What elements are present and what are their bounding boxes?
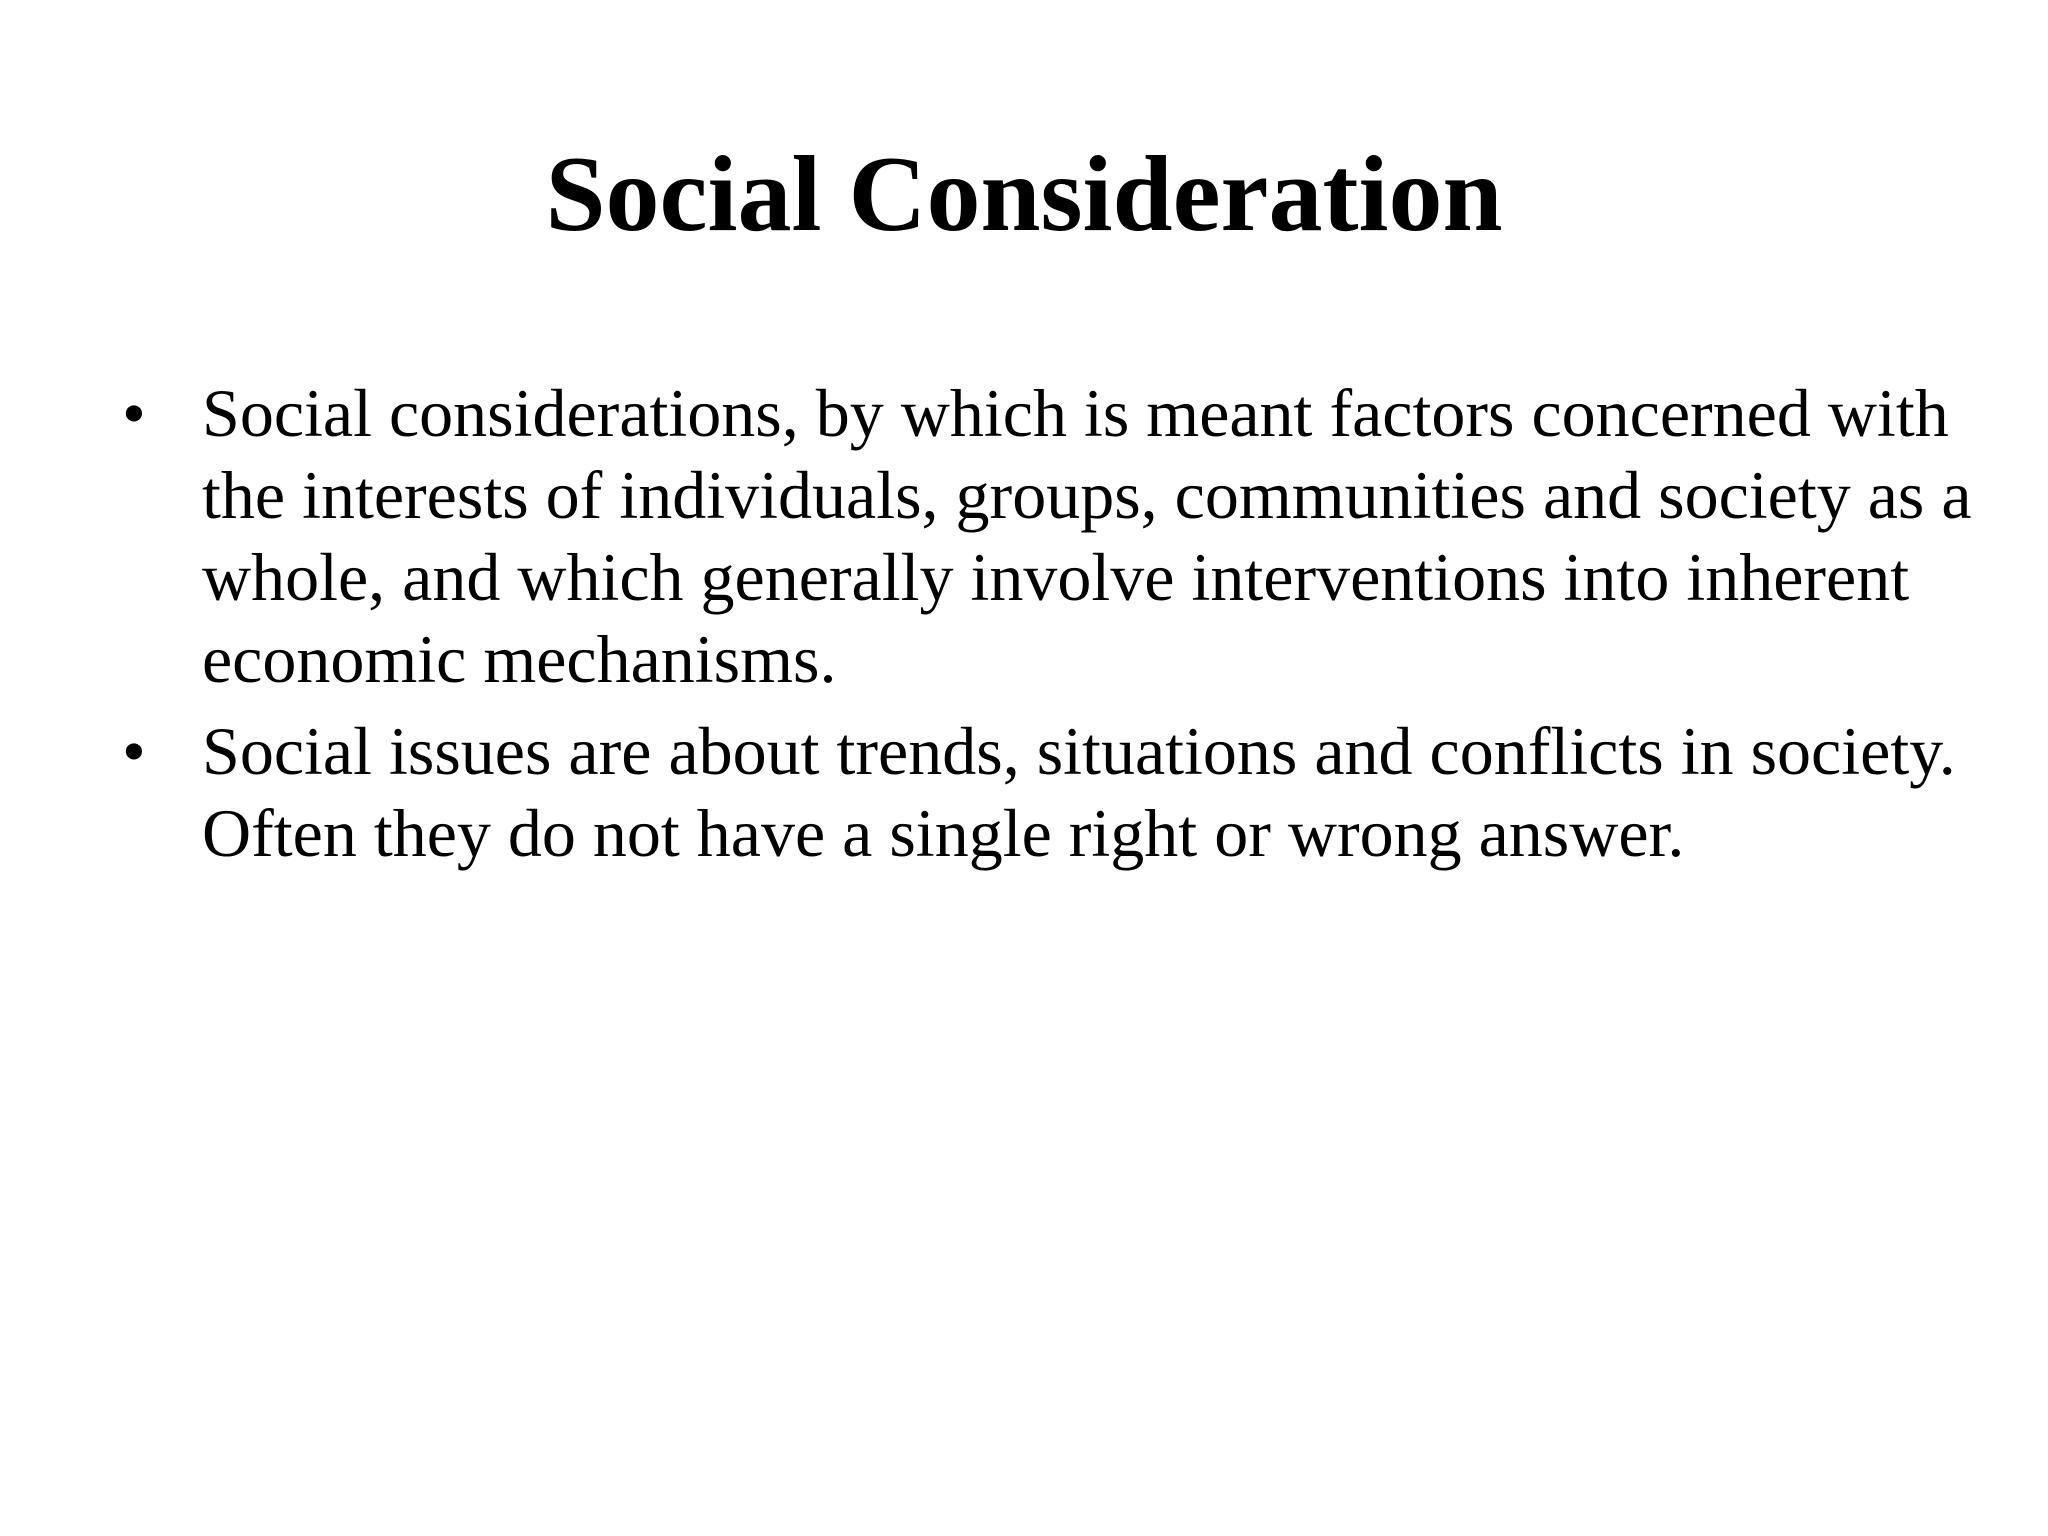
bullet-icon: • bbox=[122, 713, 146, 789]
slide-title: Social Consideration bbox=[545, 135, 1503, 254]
bullet-icon: • bbox=[122, 375, 146, 451]
bullet-item-1 bbox=[122, 372, 1982, 700]
bullet-text-2: Social issues are about trends, situations and conflicts in society. Often they do not have a single right or wrong answer. bbox=[202, 713, 1956, 871]
bullet-item-2 bbox=[122, 710, 1982, 874]
bullet-text-1: Social considerations, by which is meant factors concerned with the interests of individuals, groups, communities and society as a whole, and which generally involve interventions into inherent economic mechanisms. bbox=[202, 375, 1972, 697]
bullet-list bbox=[122, 372, 1982, 884]
